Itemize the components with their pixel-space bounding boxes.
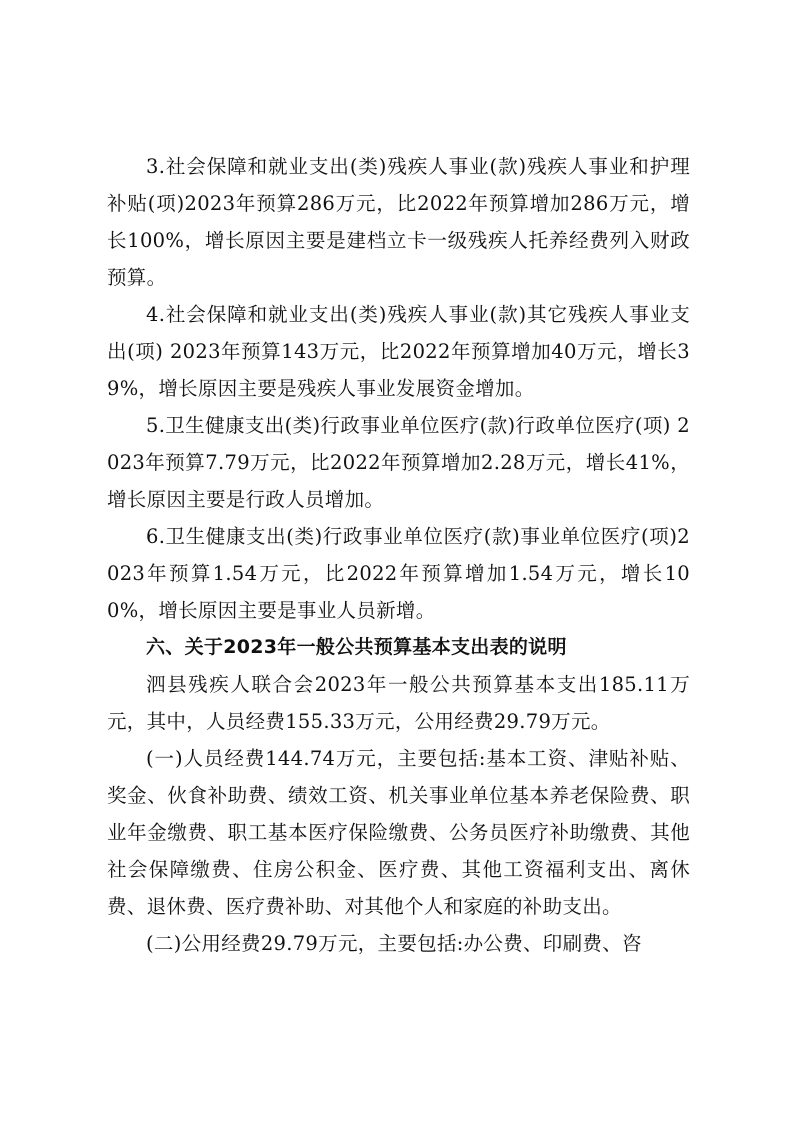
section-summary-paragraph: 泗县残疾人联合会2023年一般公共预算基本支出185.11万元，其中，人员经费155.33万元，公用经费29.79万元。 [107, 673, 690, 733]
section-heading: 六、关于2023年一般公共预算基本支出表的说明 [146, 636, 567, 658]
paragraph-item-6: 6.卫生健康支出(类)行政事业单位医疗(款)事业单位医疗(项)2023年预算1.54万元，比2022年预算增加1.54万元，增长100%，增长原因主要是事业人员新增。 [107, 525, 690, 622]
paragraph-item-5: 5.卫生健康支出(类)行政事业单位医疗(款)行政单位医疗(项) 2023年预算7.79万元，比2022年预算增加2.28万元，增长41%，增长原因主要是行政人员增加。 [107, 414, 690, 511]
personnel-expense-paragraph: (一)人员经费144.74万元，主要包括:基本工资、津贴补贴、奖金、伙食补助费、绩效工资、机关事业单位基本养老保险费、职业年金缴费、职工基本医疗保险缴费、公务员医疗补助缴费、其他社会保障缴费、住房公积金、医疗费、其他工资福利支出、离休费、退休费、医疗费补助、对其他个人和家庭的补助支出。 [107, 747, 690, 918]
paragraph-item-3: 3.社会保障和就业支出(类)残疾人事业(款)残疾人事业和护理补贴(项)2023年预算286万元，比2022年预算增加286万元，增长100%，增长原因主要是建档立卡一级残疾人托养经费列入财政预算。 [107, 155, 690, 289]
paragraph-item-4: 4.社会保障和就业支出(类)残疾人事业(款)其它残疾人事业支出(项) 2023年预算143万元，比2022年预算增加40万元，增长39%，增长原因主要是残疾人事业发展资金增加。 [107, 303, 690, 400]
public-expense-paragraph: (二)公用经费29.79万元，主要包括:办公费、印刷费、咨 [146, 932, 642, 955]
document-body [107, 148, 690, 962]
